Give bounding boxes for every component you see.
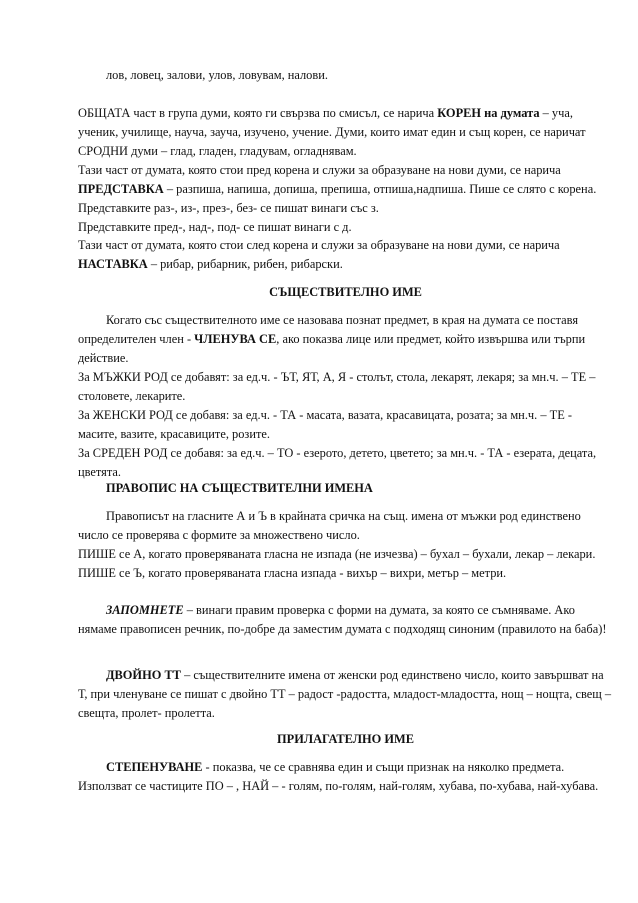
paragraph-remember: ЗАПОМНЕТЕ – винаги правим проверка с форми на думата, за която се съмняваме. Ако нямаме правописен речник, по-добре да заместим думата с подходящ синоним (правилото на баба)! — [78, 603, 607, 636]
paragraph-noun-spelling — [78, 507, 613, 583]
paragraph-feminine: За ЖЕНСКИ РОД се добавя: за ед.ч. - ТА - масата, вазата, красавицата, розата; за мн.ч. – ТЕ - масите, вазите, красавиците, розите. — [78, 408, 572, 441]
paragraph-noun-articles — [78, 311, 613, 482]
paragraph-root-and-prefix — [78, 104, 613, 237]
heading-noun: СЪЩЕСТВИТЕЛНО ИМЕ — [269, 285, 422, 299]
paragraph-suffix-definition: Тази част от думата, която стои след корена и служи за образуване на нови думи, се нарича НАСТАВКА – рибар, рибарник, рибен, рибарски. — [78, 238, 560, 271]
term-double-t: ДВОЙНО ТТ — [106, 668, 181, 682]
paragraph-neuter: За СРЕДЕН РОД се добавя: за ед.ч. – ТО - езерото, детето, цветето; за мн.ч. - ТА - езерата, децата, цветята. — [78, 446, 597, 479]
heading-noun-spelling: ПРАВОПИС НА СЪЩЕСТВИТЕЛНИ ИМЕНА — [106, 481, 373, 495]
term-remember: ЗАПОМНЕТЕ — [106, 603, 184, 617]
paragraph-spelling-a: ПИШЕ се А, когато проверяваната гласна не изпада (не изчезва) – бухал – бухали, лекар – лекари. — [78, 547, 596, 561]
paragraph-article-definition: Когато със съществителното име се назовава познат предмет, в края на думата се поставя определителен член - ЧЛЕНУВА СЕ, ако показва лице или предмет, който извършва или търпи действие. — [78, 313, 586, 365]
paragraph-masculine: За МЪЖКИ РОД се добавят: за ед.ч. - ЪТ, ЯТ, А, Я - столът, стола, лекарят, лекаря; за мн.ч. – ТЕ – столовете, лекарите. — [78, 370, 596, 403]
paragraph-spelling-er: ПИШЕ се Ъ, когато проверяваната гласна изпада - вихър – вихри, метър – метри. — [78, 566, 507, 580]
paragraph-comparison: СТЕПЕНУВАНЕ - показва, че се сравнява един и същи признак на няколко предмета. Използват се частиците ПО – , НАЙ – - голям, по-голям, най-голям, хубава, по-хубава, най-хубава. — [78, 760, 599, 793]
term-article: ЧЛЕНУВА СЕ — [194, 332, 277, 346]
term-root: КОРЕН на думата — [437, 106, 540, 120]
paragraph-spelling-rule: Правописът на гласните А и Ъ в крайната сричка на същ. имена от мъжки род единствено число се проверява с формите за множествено число. — [78, 509, 581, 542]
paragraph-root-examples: лов, ловец, залови, улов, ловувам, налови. — [106, 68, 328, 82]
term-suffix: НАСТАВКА — [78, 257, 148, 271]
paragraph-prefix-rule: Представките пред-, над-, под- се пишат винаги с д. — [78, 220, 352, 234]
paragraph-prefix-definition: Тази част от думата, която стои пред корена и служи за образуване на нови думи, се нарича ПРЕДСТАВКА – разпиша, напиша, допиша, препиша, отпиша,надпиша. Пише се слято с корена. Представките раз-, из-, през-, без- се пишат винаги със з. — [78, 163, 597, 215]
paragraph-root-definition: ОБЩАТА част в група думи, която ги свързва по смисъл, се нарича КОРЕН на думата – уча, ученик, училище, науча, зауча, изучено, учение. Думи, които имат един и същ корен, се наричат СРОДНИ думи – глад, гладен, гладувам, огладнявам. — [78, 106, 586, 158]
term-comparison: СТЕПЕНУВАНЕ — [106, 760, 203, 774]
paragraph-double-t: ДВОЙНО ТТ – съществителните имена от женски род единствено число, които завършват на Т, при членуване се пишат с двойно ТТ – радост -радостта, младост-младостта, нощ – нощта, свещ – свещта, пролет- пролетта. — [78, 668, 612, 720]
heading-adjective: ПРИЛАГАТЕЛНО ИМЕ — [277, 732, 414, 746]
term-prefix: ПРЕДСТАВКА — [78, 182, 164, 196]
